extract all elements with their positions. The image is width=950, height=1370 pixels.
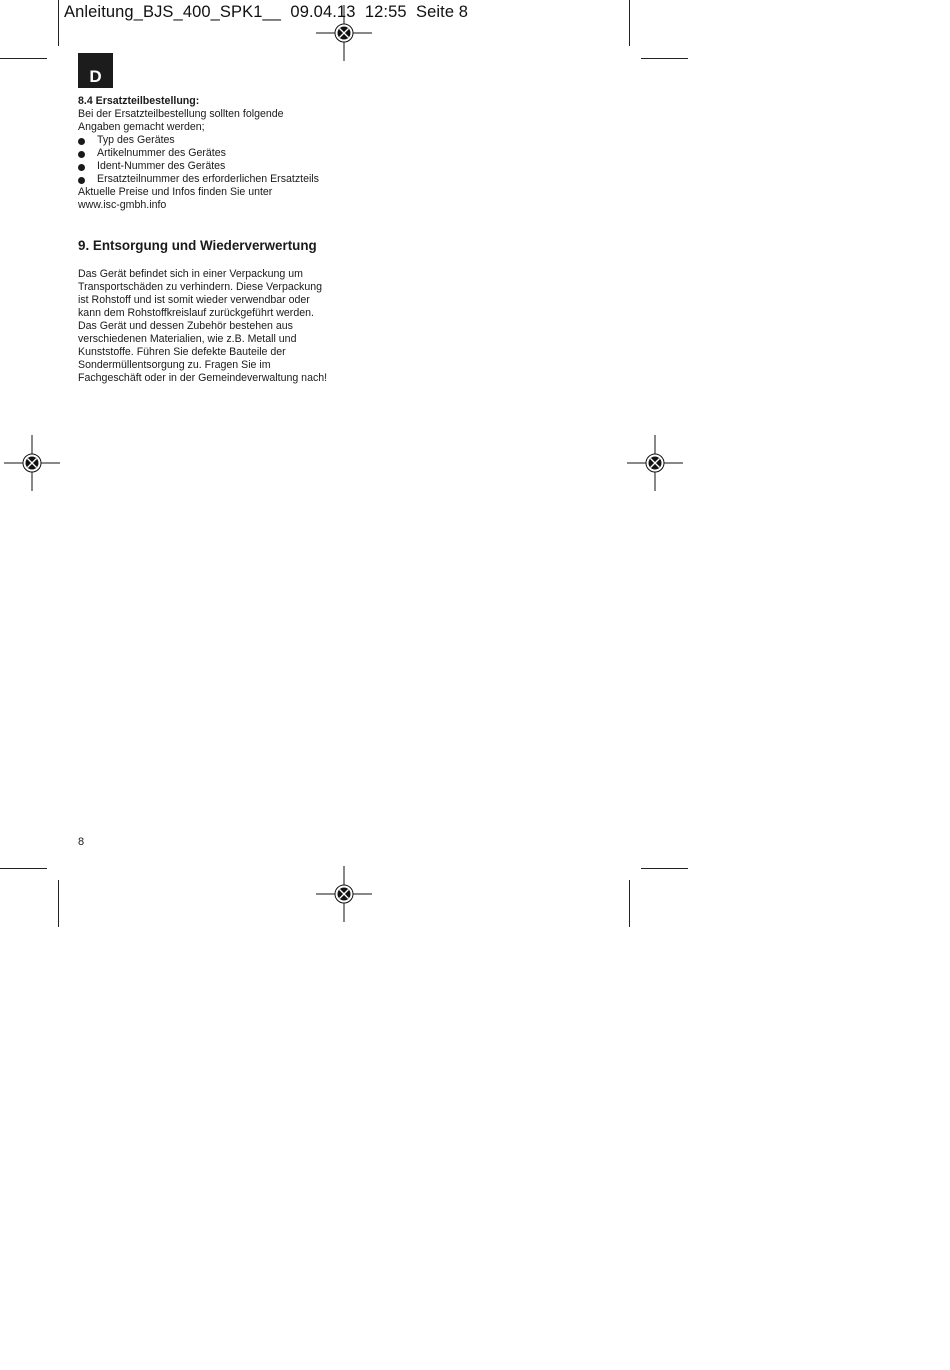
crop-mark-bottom-left-vertical bbox=[58, 880, 59, 927]
bullet-icon bbox=[78, 138, 85, 145]
bullet-icon bbox=[78, 151, 85, 158]
paragraph-line: verschiedenen Materialien, wie z.B. Metall und bbox=[78, 333, 297, 345]
crosshair-registration-icon bbox=[4, 435, 60, 491]
paragraph-line: Sondermüllentsorgung zu. Fragen Sie im bbox=[78, 359, 271, 371]
list-item-text: Ident-Nummer des Gerätes bbox=[97, 160, 226, 172]
paragraph-line: Fachgeschäft oder in der Gemeindeverwaltung nach! bbox=[78, 372, 328, 384]
crosshair-registration-icon bbox=[627, 435, 683, 491]
section-heading-8-4: 8.4 Ersatzteilbestellung: bbox=[78, 95, 200, 107]
crop-mark-bottom-left-horizontal bbox=[0, 868, 47, 869]
crop-mark-top-left-horizontal bbox=[0, 58, 47, 59]
registration-mark-top bbox=[316, 5, 372, 61]
paragraph-line: Kunststoffe. Führen Sie defekte Bauteile der bbox=[78, 346, 286, 358]
crop-mark-bottom-right-horizontal bbox=[641, 868, 688, 869]
intro-line: Bei der Ersatzteilbestellung sollten folgende bbox=[78, 108, 284, 120]
crosshair-registration-icon bbox=[316, 866, 372, 922]
bullet-icon bbox=[78, 177, 85, 184]
crop-mark-top-left-vertical bbox=[58, 0, 59, 46]
registration-mark-bottom bbox=[316, 866, 372, 922]
paragraph-line: Transportschäden zu verhindern. Diese Verpackung bbox=[78, 281, 322, 293]
paragraph-line: Das Gerät befindet sich in einer Verpackung um bbox=[78, 268, 303, 280]
crop-mark-top-right-vertical bbox=[629, 0, 630, 46]
list-item-text: Artikelnummer des Gerätes bbox=[97, 147, 226, 159]
bullet-icon bbox=[78, 164, 85, 171]
crop-mark-bottom-right-vertical bbox=[629, 880, 630, 927]
crop-mark-top-right-horizontal bbox=[641, 58, 688, 59]
intro-line: Angaben gemacht werden; bbox=[78, 121, 205, 133]
crosshair-registration-icon bbox=[316, 5, 372, 61]
list-item bbox=[78, 147, 358, 160]
list-item-text: Ersatzteilnummer des erforderlichen Ersatzteils bbox=[97, 173, 319, 185]
registration-mark-left bbox=[4, 435, 60, 491]
print-slug-line: Anleitung_BJS_400_SPK1__ 09.04.13 12:55 Seite 8 bbox=[64, 3, 469, 21]
outro-line: Aktuelle Preise und Infos finden Sie unter bbox=[78, 186, 273, 198]
paragraph-line: kann dem Rohstoffkreislauf zurückgeführt werden. bbox=[78, 307, 314, 319]
disposal-paragraph bbox=[78, 268, 358, 385]
section-spare-parts-order bbox=[78, 95, 358, 212]
page-number: 8 bbox=[78, 836, 85, 848]
list-item bbox=[78, 160, 358, 173]
website-link: www.isc-gmbh.info bbox=[78, 199, 167, 211]
paragraph-line: ist Rohstoff und ist somit wieder verwendbar oder bbox=[78, 294, 310, 306]
paragraph-line: Das Gerät und dessen Zubehör bestehen aus bbox=[78, 320, 293, 332]
language-badge: D bbox=[78, 53, 113, 88]
list-item bbox=[78, 173, 358, 186]
list-item-text: Typ des Gerätes bbox=[97, 134, 175, 146]
spare-part-info-list bbox=[78, 134, 358, 186]
registration-mark-right bbox=[627, 435, 683, 491]
list-item bbox=[78, 134, 358, 147]
section-heading-9: 9. Entsorgung und Wiederverwertung bbox=[78, 238, 317, 253]
